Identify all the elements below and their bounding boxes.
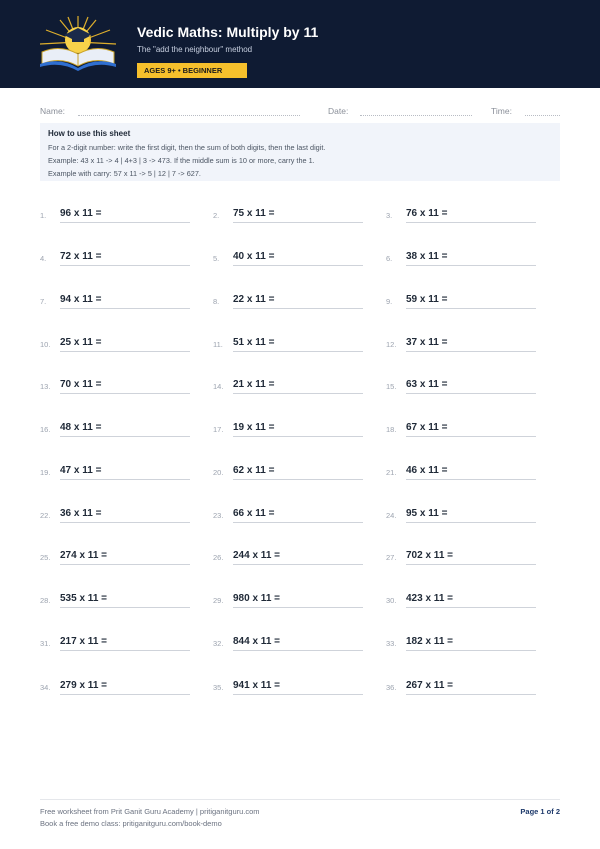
problem-number: 36. xyxy=(386,683,397,692)
worksheet-header xyxy=(0,0,600,88)
problem-number: 31. xyxy=(40,639,51,648)
problem-expression: 59 x 11 = xyxy=(406,294,448,305)
problem-expression: 702 x 11 = xyxy=(406,550,453,561)
time-label: Time: xyxy=(491,106,512,116)
problem-expression: 96 x 11 = xyxy=(60,208,102,219)
graduation-book-logo-icon xyxy=(32,14,124,72)
problem-number: 34. xyxy=(40,683,51,692)
problem-expression: 217 x 11 = xyxy=(60,636,107,647)
answer-line[interactable] xyxy=(233,351,363,352)
answer-line[interactable] xyxy=(60,308,190,309)
problem-number: 32. xyxy=(213,639,224,648)
answer-line[interactable] xyxy=(60,694,190,695)
answer-line[interactable] xyxy=(406,265,536,266)
problem-expression: 274 x 11 = xyxy=(60,550,107,561)
answer-line[interactable] xyxy=(60,351,190,352)
answer-line[interactable] xyxy=(406,479,536,480)
problem-number: 30. xyxy=(386,596,397,605)
problem-expression: 36 x 11 = xyxy=(60,508,102,519)
problem-expression: 423 x 11 = xyxy=(406,593,453,604)
time-field[interactable] xyxy=(525,115,560,116)
problem-expression: 941 x 11 = xyxy=(233,680,280,691)
problem-expression: 46 x 11 = xyxy=(406,465,448,476)
answer-line[interactable] xyxy=(233,436,363,437)
problem-number: 13. xyxy=(40,382,51,391)
problem-expression: 37 x 11 = xyxy=(406,337,448,348)
problem-expression: 19 x 11 = xyxy=(233,422,275,433)
answer-line[interactable] xyxy=(60,522,190,523)
problem-number: 12. xyxy=(386,340,397,349)
answer-line[interactable] xyxy=(60,436,190,437)
answer-line[interactable] xyxy=(60,222,190,223)
problem-number: 24. xyxy=(386,511,397,520)
name-field[interactable] xyxy=(78,115,300,116)
problem-number: 19. xyxy=(40,468,51,477)
problem-number: 27. xyxy=(386,553,397,562)
problem-number: 29. xyxy=(213,596,224,605)
problem-expression: 267 x 11 = xyxy=(406,680,453,691)
problem-number: 33. xyxy=(386,639,397,648)
problem-expression: 25 x 11 = xyxy=(60,337,102,348)
problem-number: 1. xyxy=(40,211,47,220)
answer-line[interactable] xyxy=(406,222,536,223)
answer-line[interactable] xyxy=(406,650,536,651)
problem-expression: 21 x 11 = xyxy=(233,379,275,390)
answer-line[interactable] xyxy=(406,564,536,565)
problem-number: 22. xyxy=(40,511,51,520)
problem-expression: 844 x 11 = xyxy=(233,636,280,647)
problem-number: 26. xyxy=(213,553,224,562)
problem-expression: 66 x 11 = xyxy=(233,508,275,519)
instructions-box xyxy=(40,123,560,181)
footer-divider xyxy=(40,799,560,800)
problem-expression: 980 x 11 = xyxy=(233,593,280,604)
instructions-line: For a 2-digit number: write the first digit, then the sum of both digits, then the last digit. xyxy=(48,143,326,152)
problem-expression: 62 x 11 = xyxy=(233,465,275,476)
date-label: Date: xyxy=(328,106,349,116)
footer-demo-link: Book a free demo class: pritiganitguru.com/book-demo xyxy=(40,819,222,828)
answer-line[interactable] xyxy=(60,607,190,608)
answer-line[interactable] xyxy=(233,564,363,565)
problem-number: 28. xyxy=(40,596,51,605)
name-label: Name: xyxy=(40,106,66,116)
instructions-line: Example with carry: 57 x 11 -> 5 | 12 | 7 -> 627. xyxy=(48,169,201,178)
date-field[interactable] xyxy=(360,115,472,116)
problem-number: 35. xyxy=(213,683,224,692)
answer-line[interactable] xyxy=(406,522,536,523)
answer-line[interactable] xyxy=(233,393,363,394)
problem-number: 23. xyxy=(213,511,224,520)
problem-expression: 40 x 11 = xyxy=(233,251,275,262)
problem-number: 25. xyxy=(40,553,51,562)
answer-line[interactable] xyxy=(60,393,190,394)
problem-number: 8. xyxy=(213,297,220,306)
answer-line[interactable] xyxy=(406,436,536,437)
answer-line[interactable] xyxy=(233,265,363,266)
answer-line[interactable] xyxy=(233,522,363,523)
instructions-heading: How to use this sheet xyxy=(48,129,131,138)
page-title: Vedic Maths: Multiply by 11 xyxy=(137,24,319,40)
problem-expression: 94 x 11 = xyxy=(60,294,102,305)
problem-number: 2. xyxy=(213,211,220,220)
problem-number: 15. xyxy=(386,382,397,391)
problem-number: 3. xyxy=(386,211,393,220)
answer-line[interactable] xyxy=(406,308,536,309)
answer-line[interactable] xyxy=(233,222,363,223)
problem-expression: 48 x 11 = xyxy=(60,422,102,433)
footer-credit: Free worksheet from Prit Ganit Guru Academy | pritiganitguru.com xyxy=(40,807,260,816)
problem-number: 6. xyxy=(386,254,393,263)
problem-number: 17. xyxy=(213,425,224,434)
instructions-line: Example: 43 x 11 -> 4 | 4+3 | 3 -> 473. If the middle sum is 10 or more, carry the 1. xyxy=(48,156,315,165)
problem-number: 18. xyxy=(386,425,397,434)
problem-expression: 72 x 11 = xyxy=(60,251,102,262)
answer-line[interactable] xyxy=(406,694,536,695)
problem-expression: 244 x 11 = xyxy=(233,550,280,561)
answer-line[interactable] xyxy=(60,265,190,266)
problem-expression: 182 x 11 = xyxy=(406,636,453,647)
answer-line[interactable] xyxy=(233,650,363,651)
answer-line[interactable] xyxy=(233,308,363,309)
problem-number: 9. xyxy=(386,297,393,306)
answer-line[interactable] xyxy=(406,393,536,394)
problem-expression: 22 x 11 = xyxy=(233,294,275,305)
page-subtitle: The "add the neighbour" method xyxy=(137,45,253,54)
problem-expression: 38 x 11 = xyxy=(406,251,448,262)
problem-number: 4. xyxy=(40,254,47,263)
problem-expression: 75 x 11 = xyxy=(233,208,275,219)
problem-number: 11. xyxy=(213,340,223,349)
problem-expression: 63 x 11 = xyxy=(406,379,448,390)
problem-expression: 67 x 11 = xyxy=(406,422,448,433)
problem-number: 7. xyxy=(40,297,47,306)
answer-line[interactable] xyxy=(233,694,363,695)
page-number: Page 1 of 2 xyxy=(520,807,560,816)
answer-line[interactable] xyxy=(406,351,536,352)
answer-line[interactable] xyxy=(60,479,190,480)
problem-expression: 76 x 11 = xyxy=(406,208,448,219)
answer-line[interactable] xyxy=(406,607,536,608)
answer-line[interactable] xyxy=(233,607,363,608)
problem-expression: 95 x 11 = xyxy=(406,508,448,519)
problem-number: 10. xyxy=(40,340,51,349)
answer-line[interactable] xyxy=(60,650,190,651)
problem-expression: 51 x 11 = xyxy=(233,337,275,348)
problem-number: 16. xyxy=(40,425,51,434)
problem-expression: 47 x 11 = xyxy=(60,465,102,476)
problem-number: 20. xyxy=(213,468,224,477)
answer-line[interactable] xyxy=(60,564,190,565)
problem-expression: 535 x 11 = xyxy=(60,593,107,604)
problem-number: 5. xyxy=(213,254,220,263)
problem-number: 21. xyxy=(386,468,397,477)
problem-number: 14. xyxy=(213,382,224,391)
level-badge: AGES 9+ • BEGINNER xyxy=(137,63,247,78)
problem-expression: 279 x 11 = xyxy=(60,680,107,691)
answer-line[interactable] xyxy=(233,479,363,480)
problem-expression: 70 x 11 = xyxy=(60,379,102,390)
